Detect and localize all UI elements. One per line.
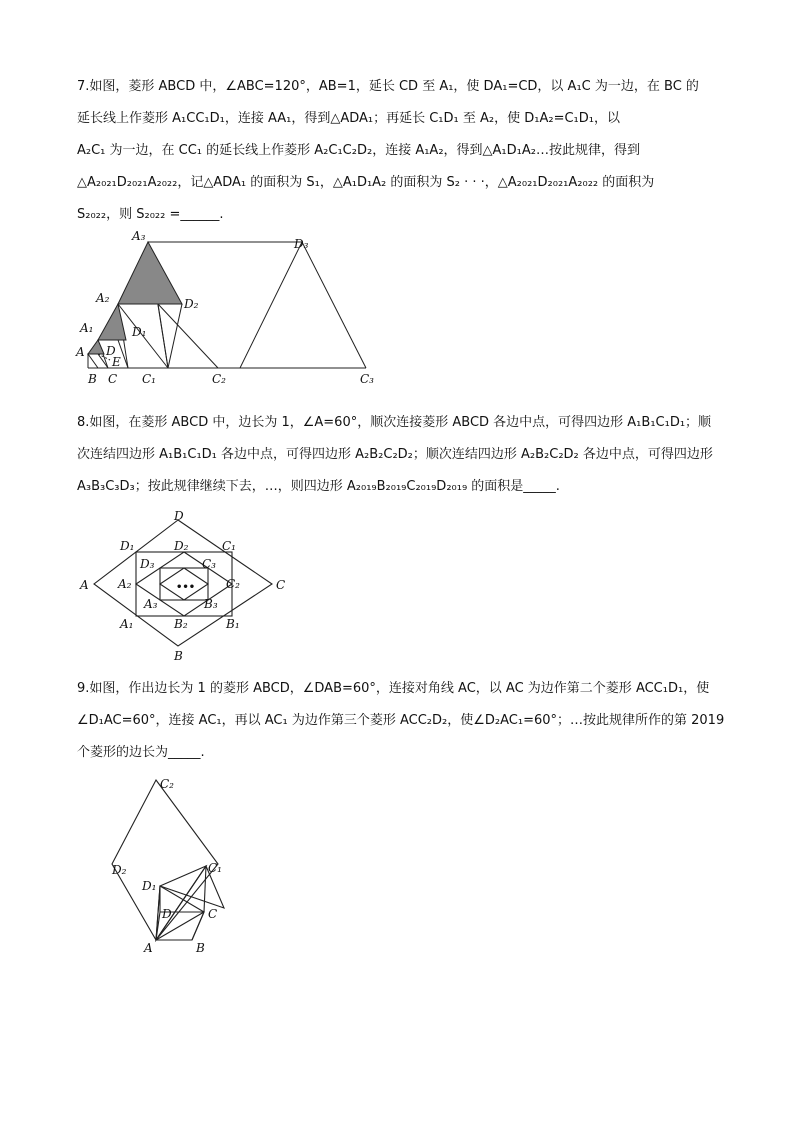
fig7-label-D3: D₃ [294, 237, 309, 251]
fig9-label-C: C [208, 907, 218, 921]
fig8-label-B3: B₃ [204, 597, 218, 611]
fig7-label-C2: C₂ [212, 372, 226, 386]
fig8-label-D2: D₂ [174, 539, 189, 553]
fig7-label-C3: C₃ [360, 372, 374, 386]
fig8-label-D: D [174, 509, 184, 523]
fig7-label-B: B [88, 372, 97, 386]
problem-8-line-1: 8.如图，在菱形 ABCD 中，边长为 1，∠A=60°，顺次连接菱形 ABCD 各边中点，可得四边形 A₁B₁C₁D₁；顺 [77, 415, 712, 430]
fig8-center-dots: ••• [176, 582, 196, 593]
fig9-label-D1: D₁ [142, 879, 157, 893]
fig9-label-C1: C₁ [208, 861, 222, 875]
fig7-label-D: D [106, 344, 116, 358]
problem-7-line-5: S₂₀₂₂，则 S₂₀₂₂ =______. [77, 207, 224, 222]
problem-7-line-3: A₂C₁ 为一边，在 CC₁ 的延长线上作菱形 A₂C₁C₂D₂，连接 A₁A₂，得到△A₁D₁A₂…按此规律，得到 [77, 143, 640, 158]
problem-9-line-3: 个菱形的边长为_____. [77, 745, 205, 760]
fig7-label-C1: C₁ [142, 372, 156, 386]
fig8-label-A1: A₁ [120, 617, 134, 631]
problem-8-figure [78, 508, 298, 663]
fig8-label-C3: C₃ [202, 557, 216, 571]
fig8-label-A2: A₂ [118, 577, 132, 591]
fig7-label-D2: D₂ [184, 297, 199, 311]
problem-9-figure [104, 776, 244, 961]
fig8-label-D1: D₁ [120, 539, 135, 553]
fig9-label-A: A [144, 941, 153, 955]
fig9-label-C2: C₂ [160, 777, 174, 791]
problem-7-line-2: 延长线上作菱形 A₁CC₁D₁，连接 AA₁，得到△ADA₁；再延长 C₁D₁ 至 A₂，使 D₁A₂=C₁D₁，以 [77, 111, 620, 126]
fig8-label-B2: B₂ [174, 617, 188, 631]
problem-8-line-2: 次连结四边形 A₁B₁C₁D₁ 各边中点，可得四边形 A₂B₂C₂D₂；顺次连结四边形 A₂B₂C₂D₂ 各边中点，可得四边形 [77, 447, 713, 462]
problem-7-line-4: △A₂₀₂₁D₂₀₂₁A₂₀₂₂，记△ADA₁ 的面积为 S₁，△A₁D₁A₂ 的面积为 S₂ · · ·，△A₂₀₂₁D₂₀₂₁A₂₀₂₂ 的面积为 [77, 175, 655, 190]
fig8-label-C1: C₁ [222, 539, 236, 553]
fig7-label-A: A [76, 345, 85, 359]
fig8-label-C: C [276, 578, 286, 592]
problem-9-line-2: ∠D₁AC=60°，连接 AC₁，再以 AC₁ 为边作第三个菱形 ACC₂D₂，使∠D₂AC₁=60°；…按此规律所作的第 2019 [77, 713, 725, 728]
fig7-label-C: C [108, 372, 118, 386]
fig7-label-A3: A₃ [132, 229, 146, 243]
fig8-label-A: A [80, 578, 89, 592]
problem-7-line-1: 7.如图，菱形 ABCD 中，∠ABC=120°，AB=1，延长 CD 至 A₁，使 DA₁=CD，以 A₁C 为一边，在 BC 的 [77, 79, 699, 94]
fig9-label-B: B [196, 941, 205, 955]
fig8-label-A3: A₃ [144, 597, 158, 611]
fig8-label-B1: B₁ [226, 617, 240, 631]
fig8-label-C2: C₂ [226, 577, 240, 591]
problem-8-line-3: A₃B₃C₃D₃；按此规律继续下去，…，则四边形 A₂₀₁₉B₂₀₁₉C₂₀₁₉D₂₀₁₉ 的面积是_____. [77, 479, 560, 494]
fig9-label-D2: D₂ [112, 863, 127, 877]
fig7-label-A1: A₁ [80, 321, 94, 335]
fig7-label-E: E [112, 355, 121, 369]
fig8-label-B: B [174, 649, 183, 663]
problem-9-line-1: 9.如图，作出边长为 1 的菱形 ABCD，∠DAB=60°，连接对角线 AC，以 AC 为边作第二个菱形 ACC₁D₁，使 [77, 681, 710, 696]
fig7-label-A2: A₂ [96, 291, 110, 305]
fig9-label-D: D [162, 907, 172, 921]
problem-7-figure [70, 228, 390, 393]
fig8-label-D3: D₃ [140, 557, 155, 571]
fig7-label-D1: D₁ [132, 325, 147, 339]
